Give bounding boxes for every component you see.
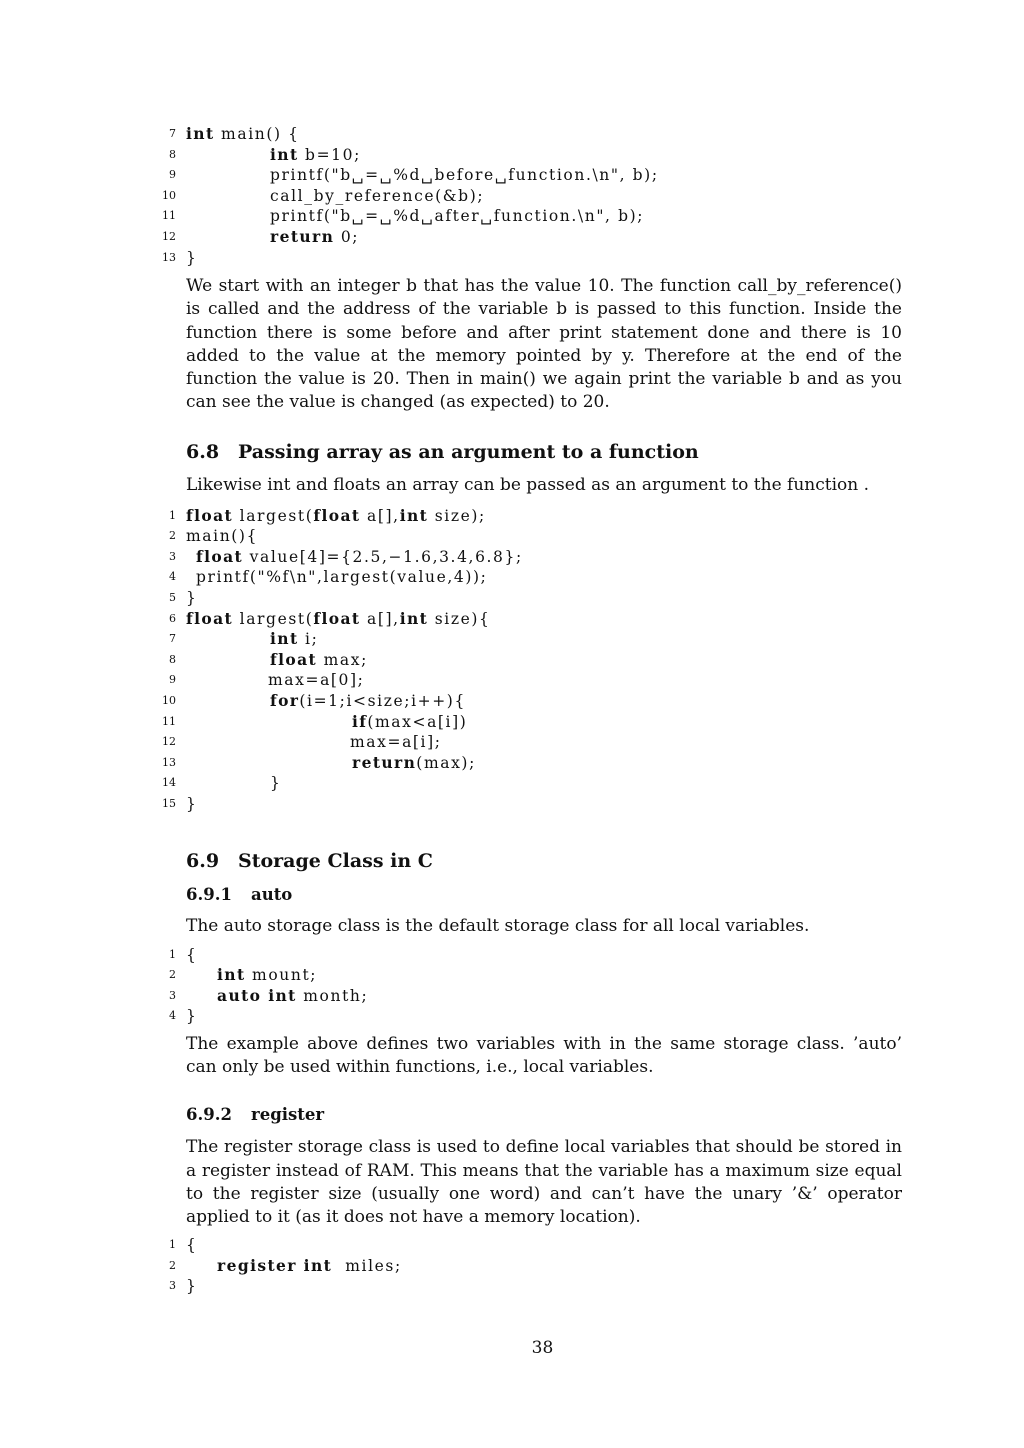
line-number: 7 (169, 632, 176, 646)
code-text: { (186, 945, 198, 964)
line-number: 4 (169, 1009, 176, 1023)
code-line (169, 608, 902, 630)
subsection-heading-6-9-2 (186, 1105, 902, 1124)
code-text: float value[4]={2.5,−1.6,3.4,6.8}; (196, 546, 523, 566)
line-number: 12 (162, 735, 176, 749)
line-number: 10 (162, 693, 176, 707)
line-number: 9 (169, 168, 176, 182)
line-number: 1 (169, 508, 176, 522)
line-number: 13 (162, 755, 176, 769)
line-number: 10 (162, 188, 176, 202)
code-text: register int miles; (217, 1255, 402, 1275)
page-number: 38 (531, 1338, 554, 1358)
code-line (169, 1255, 902, 1277)
code-text: float max; (270, 649, 368, 669)
line-number: 12 (162, 229, 176, 243)
code-line (169, 165, 902, 186)
subsection-title: auto (251, 885, 293, 905)
subsection-heading-6-9-1 (186, 885, 902, 904)
code-text: auto int month; (217, 985, 369, 1005)
code-text: for(i=1;i<size;i++){ (270, 690, 466, 710)
code-text: } (186, 248, 198, 267)
code-listing-auto (169, 945, 902, 1027)
paragraph-register-class: The register storage class is used to define local variables that should be stored in a register instead of RAM. This means that the variable has a maximum size equal to the register size (usually one word) and can’t have the unary ’&’ operator applied to it (as it does not have a memory location). (186, 1137, 902, 1228)
code-line (169, 965, 902, 986)
code-text: } (186, 588, 198, 607)
line-number: 13 (162, 250, 176, 264)
code-text: return(max); (352, 752, 476, 772)
code-line (169, 546, 902, 568)
code-line (169, 1006, 902, 1027)
line-number: 15 (162, 796, 176, 810)
code-line (162, 186, 902, 207)
code-text: printf("b␣=␣%d␣after␣function.\n", b); (270, 207, 645, 226)
page-content (162, 124, 902, 1297)
paragraph-call-by-reference: We start with an integer b that has the value 10. The function call_by_reference() is called and the address of the variable b is passed to this function. Inside the function there is some before and after print statement done and there is 10 added to the value at the memory pointed by y. Therefore at the end of the function the value is 20. Then in main() we again print the variable b and as you can see the value is changed (as expected) to 20. (186, 276, 902, 413)
paragraph-auto-example: The example above defines two variables with in the same storage class. ’auto’ can only be used within functions, i.e., local variables. (186, 1034, 902, 1078)
code-line (162, 711, 902, 733)
code-line (169, 670, 902, 691)
code-line (162, 206, 902, 227)
code-text: max=a[0]; (268, 671, 365, 690)
code-line (169, 985, 902, 1007)
code-text: int i; (270, 629, 319, 649)
code-line (169, 144, 902, 166)
line-number: 2 (169, 1258, 176, 1272)
code-line (169, 945, 902, 966)
code-text: printf("%f\n",largest(value,4)); (196, 568, 488, 587)
code-text: return 0; (270, 226, 360, 246)
code-text: { (186, 1236, 198, 1255)
line-number: 3 (169, 988, 176, 1002)
code-listing-register (169, 1235, 902, 1297)
line-number: 8 (169, 652, 176, 666)
code-line (162, 690, 902, 712)
line-number: 7 (169, 127, 176, 140)
line-number: 2 (169, 968, 176, 982)
subsection-title: register (251, 1105, 325, 1125)
code-text: float largest(float a[],int size); (186, 505, 486, 525)
code-text: } (186, 1277, 198, 1296)
code-line (169, 526, 902, 547)
line-number: 2 (169, 529, 176, 543)
subsection-number: 6.9.2 (186, 1105, 232, 1125)
code-text: } (186, 794, 198, 813)
line-number: 3 (169, 549, 176, 563)
line-number: 11 (162, 209, 176, 223)
code-text: call_by_reference(&b); (270, 186, 485, 205)
code-line (162, 752, 902, 774)
code-text: int mount; (217, 965, 318, 985)
section-heading-6-8 (186, 441, 902, 463)
paragraph-auto-class: The auto storage class is the default storage class for all local variables. (186, 916, 810, 937)
code-line (162, 732, 902, 753)
code-text: printf("b␣=␣%d␣before␣function.\n", b); (270, 166, 659, 185)
code-text: } (270, 774, 282, 793)
code-listing-main (162, 124, 902, 268)
code-text: max=a[i]; (350, 733, 442, 752)
section-heading-6-9 (186, 850, 902, 872)
code-line (169, 649, 902, 671)
line-number: 1 (169, 1238, 176, 1252)
code-text: } (186, 1007, 198, 1026)
code-line (162, 248, 902, 269)
line-number: 5 (169, 590, 176, 604)
code-line (162, 794, 902, 815)
code-line (169, 629, 902, 650)
line-number: 8 (169, 147, 176, 161)
code-line (169, 505, 902, 527)
code-text: int b=10; (270, 144, 361, 164)
line-number: 3 (169, 1279, 176, 1293)
code-line (169, 1235, 902, 1256)
section-title: Passing array as an argument to a function (238, 441, 699, 464)
line-number: 14 (162, 776, 176, 790)
section-number: 6.8 (186, 441, 220, 464)
code-text: main(){ (186, 527, 259, 546)
code-text: int main() { (186, 124, 300, 143)
line-number: 9 (169, 673, 176, 687)
subsection-number: 6.9.1 (186, 885, 232, 905)
code-line (162, 226, 902, 248)
line-number: 1 (169, 947, 176, 961)
code-listing-largest (162, 505, 902, 815)
section-title: Storage Class in C (238, 850, 433, 873)
code-text: if(max<a[i]) (352, 711, 468, 731)
code-line (162, 773, 902, 794)
line-number: 11 (162, 714, 176, 728)
code-line (169, 567, 902, 588)
code-line (169, 588, 902, 609)
line-number: 6 (169, 611, 176, 625)
code-line (169, 1276, 902, 1297)
code-text: float largest(float a[],int size){ (186, 608, 491, 628)
code-line (169, 124, 902, 145)
paragraph-array-argument: Likewise int and floats an array can be passed as an argument to the function . (186, 475, 870, 496)
section-number: 6.9 (186, 850, 220, 873)
line-number: 4 (169, 570, 176, 584)
